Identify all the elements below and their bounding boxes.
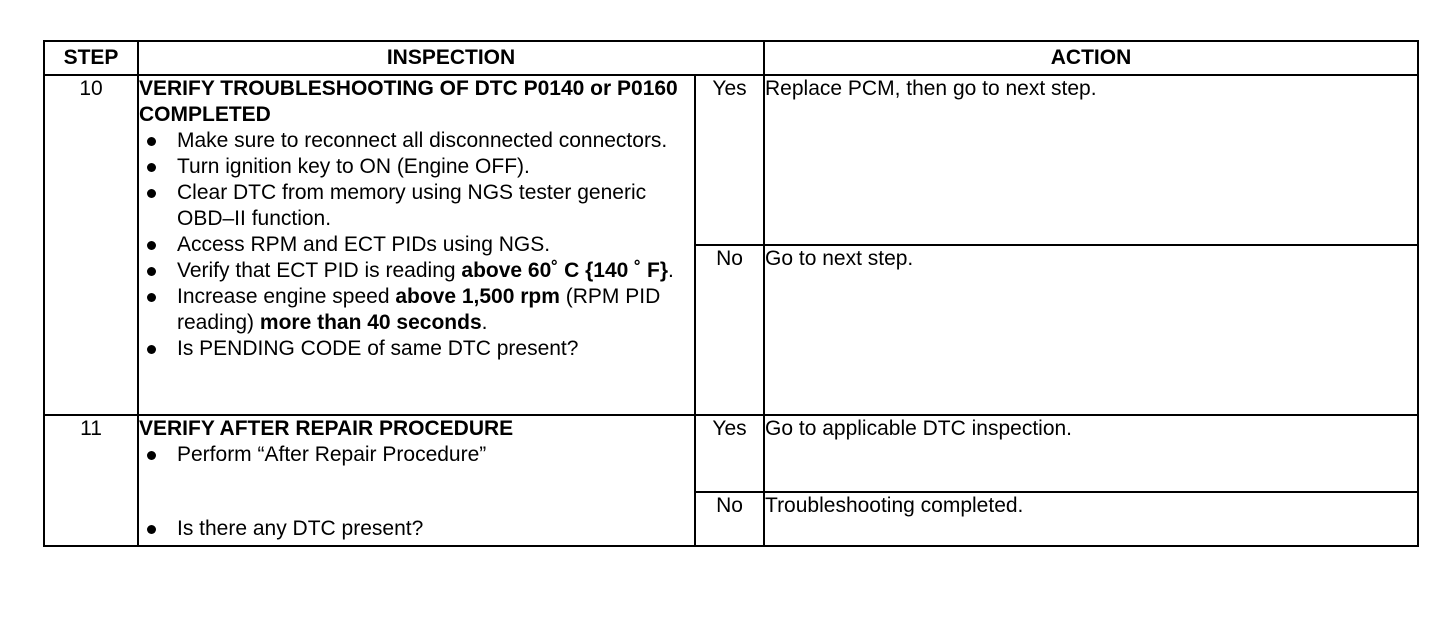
- bullet-text: Verify that ECT PID is reading: [177, 259, 462, 282]
- inspection-bullets: [139, 442, 694, 468]
- bullet-text: Turn ignition key to ON (Engine OFF).: [177, 155, 530, 178]
- header-inspection: INSPECTION: [138, 41, 764, 75]
- yes-action: Replace PCM, then go to next step.: [764, 75, 1418, 245]
- list-item: [139, 232, 694, 258]
- list-item: [139, 180, 694, 232]
- inspection-title: VERIFY TROUBLESHOOTING OF DTC P0140 or P0160 COMPLETED: [139, 77, 678, 126]
- list-item: [139, 284, 694, 336]
- bullet-text: Clear DTC from memory using NGS tester generic OBD–II function.: [177, 181, 647, 230]
- list-item: [139, 336, 694, 362]
- bullet-icon: [147, 267, 156, 276]
- table-row: [44, 75, 1418, 245]
- bullet-text: Is PENDING CODE of same DTC present?: [177, 337, 579, 360]
- table-row: [44, 415, 1418, 492]
- no-action: Go to next step.: [764, 245, 1418, 415]
- inspection-title: VERIFY AFTER REPAIR PROCEDURE: [139, 417, 514, 440]
- list-item: [139, 516, 694, 542]
- diagnostic-table: [43, 40, 1419, 547]
- bullet-icon: [147, 345, 156, 354]
- bullet-text: Make sure to reconnect all disconnected connectors.: [177, 129, 668, 152]
- header-step: STEP: [44, 41, 138, 75]
- bullet-text: Increase engine speed: [177, 285, 396, 308]
- bullet-text: .: [668, 259, 674, 282]
- bullet-text: Is there any DTC present?: [177, 517, 424, 540]
- no-label: No: [695, 245, 764, 415]
- bullet-bold-text: above 1,500 rpm: [395, 285, 560, 308]
- inspection-cell: [138, 75, 695, 415]
- spacer: [139, 468, 694, 516]
- bullet-icon: [147, 293, 156, 302]
- bullet-icon: [147, 451, 156, 460]
- bullet-text: .: [481, 311, 488, 334]
- inspection-bullets: [139, 516, 694, 542]
- bullet-icon: [147, 137, 156, 146]
- inspection-bullets: [139, 128, 694, 362]
- header-action: ACTION: [764, 41, 1418, 75]
- step-number: 11: [44, 415, 138, 546]
- bullet-bold-text: above 60˚ C {140 ˚ F}: [461, 259, 668, 282]
- list-item: [139, 128, 694, 154]
- bullet-bold-text: more than 40 seconds: [259, 311, 482, 334]
- bullet-text: (RPM PID reading): [177, 285, 661, 334]
- bullet-text: Access RPM and ECT PIDs using NGS.: [177, 233, 551, 256]
- inspection-cell: [138, 415, 695, 546]
- no-label: No: [695, 492, 764, 546]
- bullet-text: Perform “After Repair Procedure”: [177, 443, 487, 466]
- bullet-icon: [147, 525, 156, 534]
- yes-label: Yes: [695, 75, 764, 245]
- bullet-icon: [147, 163, 156, 172]
- yes-action: Go to applicable DTC inspection.: [764, 415, 1418, 492]
- list-item: [139, 154, 694, 180]
- bullet-icon: [147, 189, 156, 198]
- step-number: 10: [44, 75, 138, 415]
- yes-label: Yes: [695, 415, 764, 492]
- list-item: [139, 442, 694, 468]
- bullet-icon: [147, 241, 156, 250]
- no-action: Troubleshooting completed.: [764, 492, 1418, 546]
- list-item: [139, 258, 694, 284]
- header-row: [44, 41, 1418, 75]
